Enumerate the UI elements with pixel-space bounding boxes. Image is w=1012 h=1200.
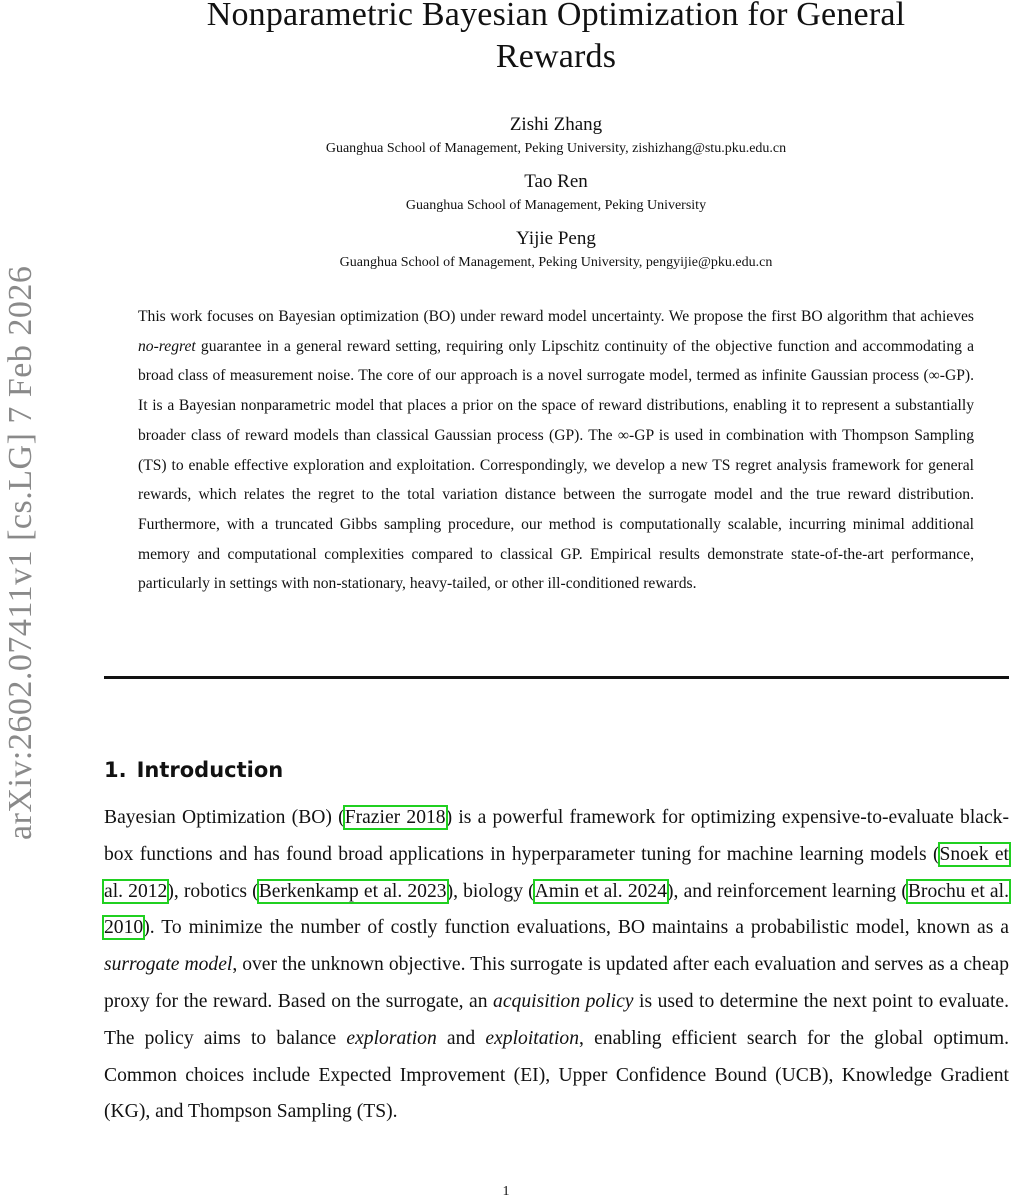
- paper-title: [104, 0, 1008, 78]
- intro-text: ), biology (: [446, 880, 535, 902]
- section-title: Introduction: [136, 758, 284, 782]
- intro-text: ), and reinforcement learning (: [667, 880, 908, 902]
- citation-link[interactable]: Berkenkamp et al. 2023: [258, 880, 447, 902]
- page-number: 1: [502, 1184, 510, 1199]
- citation-link[interactable]: Snoek et al. 2012: [104, 843, 1009, 902]
- intro-text: , over the unknown objective. This surrogate is updated after each evaluation and serves as a cheap proxy for the reward. Based on the surrogate, an: [104, 954, 1010, 1012]
- author-name: Yijie Peng: [516, 228, 596, 249]
- author-block-1: [104, 113, 1008, 158]
- abstract: [138, 302, 974, 599]
- abstract-emphasis: no-regret: [138, 337, 196, 355]
- intro-text: is used to determine the next point to evaluate. The policy aims to balance: [104, 990, 1009, 1049]
- author-name: Zishi Zhang: [509, 114, 603, 135]
- intro-emphasis: exploration: [346, 1027, 437, 1049]
- abstract-text: This work focuses on Bayesian optimization (BO) under reward model uncertainty. We propose the first BO algorithm that achieves: [138, 308, 974, 325]
- intro-emphasis: acquisition policy: [493, 990, 634, 1012]
- citation-link[interactable]: Amin et al. 2024: [534, 880, 668, 902]
- author-name: Tao Ren: [524, 171, 588, 192]
- citation-link[interactable]: Brochu et al. 2010: [104, 880, 1009, 939]
- paper-title-line-1: Nonparametric Bayesian Optimization for General: [206, 0, 906, 33]
- paper-title-line-2: Rewards: [495, 38, 617, 75]
- intro-text: ). To minimize the number of costly function evaluations, BO maintains a probabilistic model, known as a: [143, 917, 1009, 939]
- arxiv-identifier-stamp: arXiv:2602.07411v1 [cs.LG] 7 Feb 2026: [2, 265, 39, 840]
- abstract-divider: [104, 676, 1009, 679]
- author-affiliation: Guanghua School of Management, Peking University: [405, 198, 707, 213]
- intro-text: and: [436, 1027, 486, 1049]
- author-affiliation: Guanghua School of Management, Peking University, pengyijie@pku.edu.cn: [339, 255, 773, 270]
- intro-text: ) is a powerful framework for optimizing expensive-to-evaluate black-box functions and has found broad applications in hyperparameter tuning for machine learning models (: [104, 807, 1009, 865]
- abstract-text: guarantee in a general reward setting, requiring only Lipschitz continuity of the objective function and accommodating a broad class of measurement noise. The core of our approach is a novel surrogate model, termed as infinite Gaussian process (∞-GP). It is a Bayesian nonparametric model that places a prior on the space of reward distributions, enabling it to represent a substantially broader class of reward models than classical Gaussian process (GP). The ∞-GP is used in combination with Thompson Sampling (TS) to enable effective exploration and exploitation. Correspondingly, we develop a new TS regret analysis framework for general rewards, which relates the regret to the total variation distance between the surrogate model and the true reward distribution. Furthermore, with a truncated Gibbs sampling procedure, our method is computationally scalable, incurring minimal additional memory and computational complexities compared to classical GP. Empirical results demonstrate state-of-the-art performance, particularly in settings with non-stationary, heavy-tailed, or other ill-conditioned rewards.: [138, 337, 974, 593]
- intro-text: ), robotics (: [167, 880, 259, 902]
- intro-text: Bayesian Optimization (BO) (: [104, 807, 345, 828]
- introduction-paragraph: [104, 800, 1009, 1131]
- intro-text: , enabling efficient search for the global optimum. Common choices include Expected Improvement (EI), Upper Confidence Bound (UCB), Knowledge Gradient (KG), and Thompson Sampling (TS).: [104, 1027, 1009, 1123]
- author-block-3: [104, 227, 1008, 272]
- section-number: 1.: [104, 758, 127, 782]
- author-block-2: [104, 170, 1008, 215]
- intro-emphasis: exploitation: [485, 1027, 580, 1049]
- section-heading-introduction: [104, 756, 283, 784]
- intro-emphasis: surrogate model: [104, 954, 233, 976]
- author-affiliation: Guanghua School of Management, Peking University, zishizhang@stu.pku.edu.cn: [325, 141, 787, 156]
- citation-link[interactable]: Frazier 2018: [344, 807, 446, 828]
